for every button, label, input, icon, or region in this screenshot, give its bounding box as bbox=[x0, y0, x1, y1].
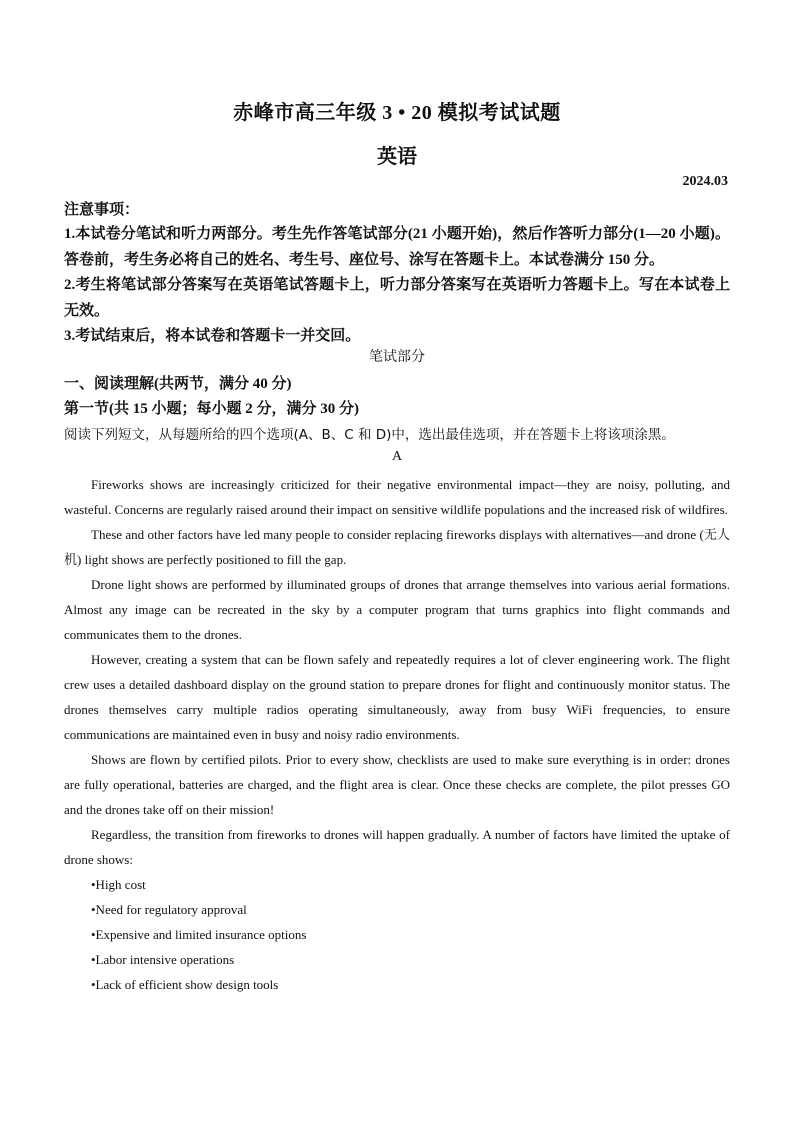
passage-paragraph: Drone light shows are performed by illuminated groups of drones that arrange themselves into various aerial formations. Almost any image can be recreated in the sky by a computer program that turns graphics into flight commands and communicates them to the drones. bbox=[64, 577, 730, 642]
limiting-factors-list bbox=[64, 872, 730, 997]
passage-letter: A bbox=[391, 449, 403, 464]
notice-item: 2.考生将笔试部分答案写在英语笔试答题卡上，听力部分答案写在英语听力答题卡上。写在本试卷上无效。 bbox=[64, 277, 730, 319]
subject-title: 英语 bbox=[377, 146, 417, 168]
notice-heading: 注意事项： bbox=[64, 202, 140, 218]
subsection-title: 第一节(共 15 小题；每小题 2 分，满分 30 分) bbox=[64, 401, 359, 417]
passage-paragraph: Shows are flown by certified pilots. Prior to every show, checklists are used to make sure everything is in order: drones are fully operational, batteries are charged, and the flight area is clear. Once these checks are complete, the pilot presses GO and the drones take off on their mission! bbox=[64, 752, 730, 817]
passage-body bbox=[64, 472, 730, 997]
list-item: •Need for regulatory approval bbox=[91, 902, 247, 917]
notice-list bbox=[64, 222, 730, 350]
written-part-title: 笔试部分 bbox=[369, 350, 425, 365]
passage-paragraph: Regardless, the transition from fireworks to drones will happen gradually. A number of factors have limited the uptake of drone shows: bbox=[64, 827, 730, 867]
instruction-text: 阅读下列短文，从每题所给的四个选项(A、B、C 和 D)中，选出最佳选项，并在答题卡上将该项涂黑。 bbox=[64, 427, 675, 443]
notice-item: 3.考试结束后，将本试卷和答题卡一并交回。 bbox=[64, 328, 361, 344]
exam-title: 赤峰市高三年级 3 • 20 模拟考试试题 bbox=[233, 102, 561, 124]
list-item: •Expensive and limited insurance options bbox=[91, 927, 307, 942]
list-item: •Lack of efficient show design tools bbox=[91, 977, 279, 992]
list-item: •Labor intensive operations bbox=[91, 952, 235, 967]
passage-paragraph: However, creating a system that can be flown safely and repeatedly requires a lot of clever engineering work. The flight crew uses a detailed dashboard display on the ground station to prepare drones for flight and continuously monitor status. The drones themselves carry multiple radios operating simultaneously, away from busy WiFi frequencies, to ensure communications are maintained even in busy and noisy radio environments. bbox=[64, 652, 730, 742]
list-item: •High cost bbox=[91, 877, 146, 892]
exam-date: 2024.03 bbox=[682, 174, 728, 189]
passage-paragraph: These and other factors have led many people to consider replacing fireworks displays with alternatives—and drone (无人机) light shows are perfectly positioned to fill the gap. bbox=[64, 527, 730, 567]
notice-item: 1.本试卷分笔试和听力两部分。考生先作答笔试部分(21 小题开始)，然后作答听力部分(1—20 小题)。答卷前，考生务必将自己的姓名、考生号、座位号、涂写在答题卡上。本试卷满分 150 分。 bbox=[64, 226, 730, 268]
passage-paragraph: Fireworks shows are increasingly criticized for their negative environmental impact—they are noisy, polluting, and wasteful. Concerns are regularly raised around their impact on sensitive wildlife populations and the increased risk of wildfires. bbox=[64, 477, 730, 517]
section-title: 一、阅读理解(共两节，满分 40 分) bbox=[64, 376, 292, 392]
